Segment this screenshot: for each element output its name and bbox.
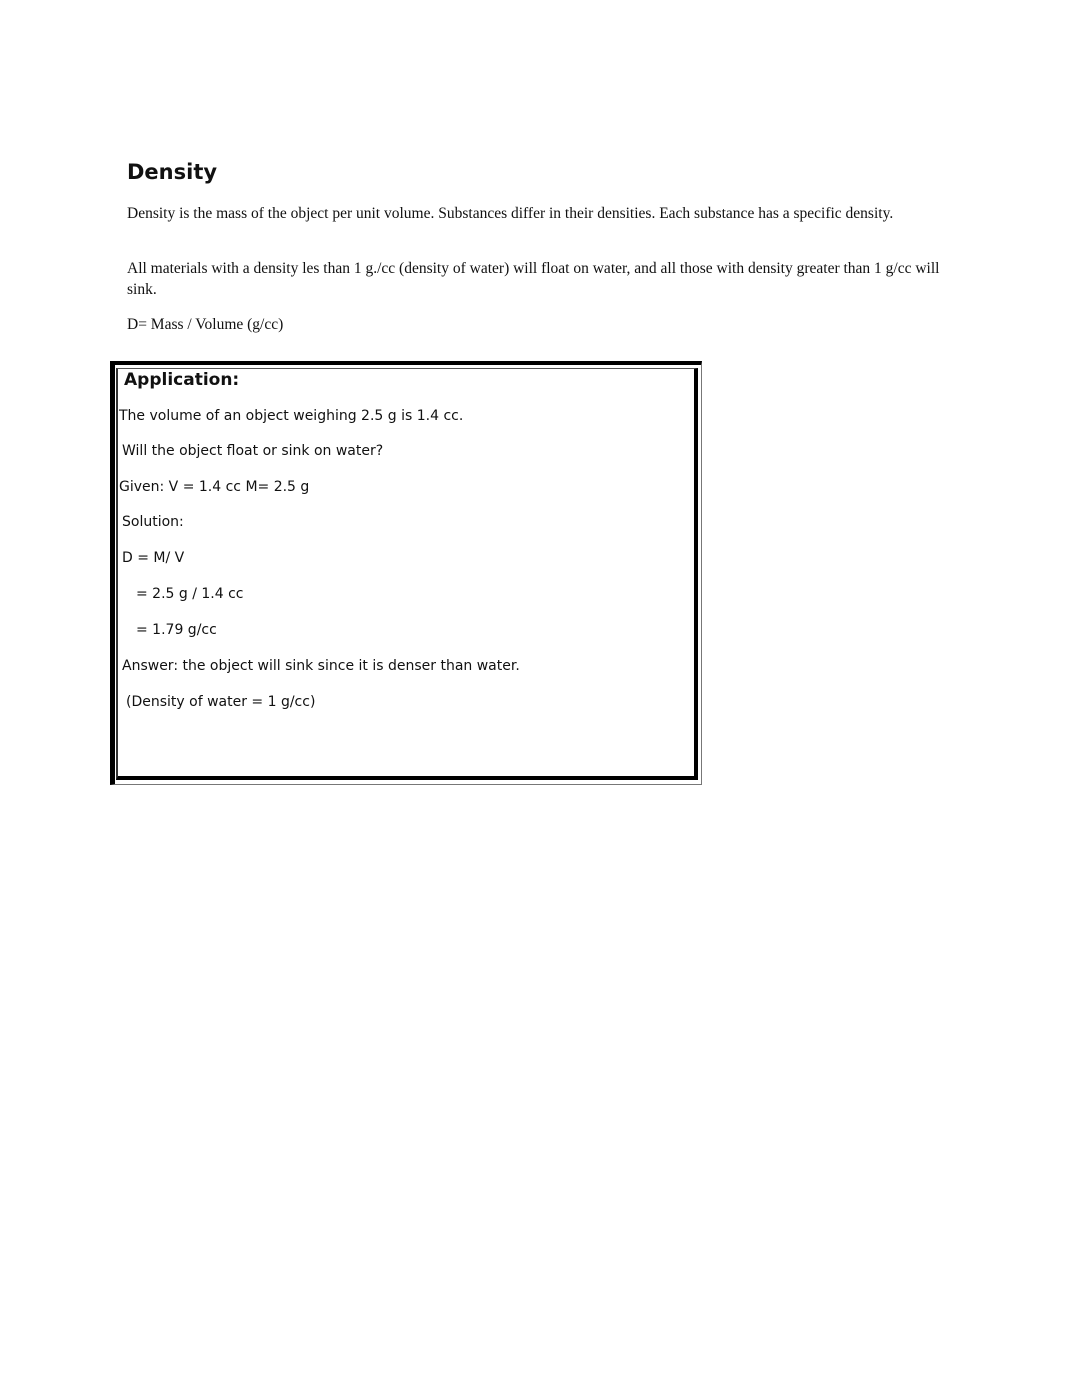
application-title: Application: — [124, 370, 240, 390]
application-given: Given: V = 1.4 cc M= 2.5 g — [119, 479, 310, 495]
solution-label: Solution: — [122, 514, 184, 530]
density-formula: D= Mass / Volume (g/cc) — [127, 316, 284, 333]
solution-step-2: = 1.79 g/cc — [136, 622, 217, 638]
application-box — [116, 368, 698, 780]
application-note: (Density of water = 1 g/cc) — [126, 694, 316, 710]
float-sink-paragraph: All materials with a density les than 1 g./cc (density of water) will float on water, and all those with density greater than 1 g/cc will sink. — [127, 260, 940, 298]
application-question: The volume of an object weighing 2.5 g is 1.4 cc. — [119, 408, 464, 424]
application-answer: Answer: the object will sink since it is denser than water. — [122, 658, 520, 674]
application-prompt: Will the object float or sink on water? — [122, 443, 384, 459]
page-title: Density — [127, 160, 218, 184]
solution-step-1: = 2.5 g / 1.4 cc — [136, 586, 244, 602]
definition-paragraph: Density is the mass of the object per unit volume. Substances differ in their densities. Each substance has a specific density. — [127, 205, 894, 222]
solution-formula: D = M/ V — [122, 550, 185, 566]
